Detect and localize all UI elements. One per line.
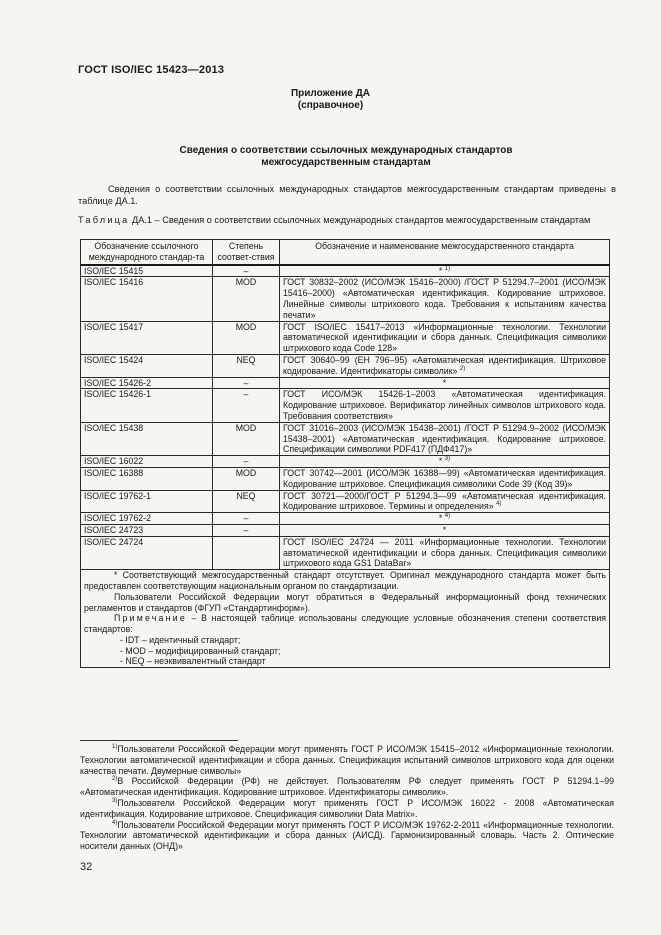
- table-caption-label: Таблица: [78, 215, 130, 225]
- table-row: [81, 513, 610, 525]
- cell-text: ГОСТ 30742—2001 (ИСО/МЭК 16388—99) «Автоматическая идентификация. Кодирование штриховое. Спецификация символики Code 39 (Код 39)»: [283, 467, 606, 489]
- cell-text: ГОСТ 30832–2002 (ИСО/МЭК 15416–2000) /ГОСТ Р 51294.7–2001 (ИСО/МЭК 15416–2000) «Автоматическая идентификация. Кодирование штриховое. Линейные символы штрихового кода. Требования к испытаниям качества печати»: [283, 277, 606, 320]
- section-title: [0, 145, 661, 169]
- table-row: [81, 354, 610, 377]
- page-number: 32: [80, 861, 93, 873]
- cell-degree: –: [213, 513, 280, 525]
- footnote-4: [80, 820, 614, 852]
- footnote-ref: 3): [444, 456, 451, 463]
- note-users: Пользователи Российской Федерации могут обратиться в Федеральный информационный фонд технических регламентов и стандартов (ФГУП «Стандартинформ»).: [84, 591, 606, 613]
- table-row: [81, 277, 610, 321]
- appendix-subtitle: (справочное): [297, 100, 364, 111]
- note-text: – В настоящей таблице использованы следующие условные обозначения степени соответствия стандартов:: [84, 613, 606, 635]
- cell-interstate-standard: [280, 467, 610, 490]
- cell-degree: –: [213, 265, 280, 277]
- table-body: [81, 265, 610, 668]
- cell-degree: –: [213, 524, 280, 536]
- cell-reference: ISO/IEC 24724: [81, 536, 213, 569]
- footnote-4-text: Пользователи Российской Федерации могут применять ГОСТ Р ИСО/МЭК 19762-2-2011 «Информационные технологии. Технологии автоматической идентификации и сбора данных (АИСД). Гармонизированный словарь. Часть 2. Оптические носители данных (ОНД)»: [80, 819, 614, 852]
- cell-interstate-standard: [280, 389, 610, 422]
- section-title-line-1: Сведения о соответствии ссылочных международных стандартов: [179, 145, 513, 156]
- cell-reference: ISO/IEC 15415: [81, 265, 213, 277]
- cell-text: ГОСТ 30721—2000/ГОСТ Р 51294.3—99 «Автоматическая идентификация. Кодирование штриховое. Термины и определения»: [283, 490, 606, 512]
- cell-text: ГОСТ ISO/IEC 24724 — 2011 «Информационные технологии. Технологии автоматической идентификации и сбора данных. Спецификация символики штрихового кода GS1 DataBar»: [283, 536, 606, 569]
- cell-reference: ISO/IEC 15417: [81, 321, 213, 354]
- cell-reference: ISO/IEC 24723: [81, 524, 213, 536]
- note-star: * Соответствующий межгосударственный стандарт отсутствует. Оригинал международного стандарта может быть предоставлен соответствующим национальным органом по стандартизации.: [84, 570, 606, 591]
- cell-degree: –: [213, 377, 280, 389]
- cell-degree: [213, 536, 280, 569]
- note-legend: [84, 613, 606, 635]
- cell-degree: NEQ: [213, 354, 280, 377]
- table-row: [81, 524, 610, 536]
- cell-mark: *: [438, 456, 443, 467]
- footnote-ref: 4): [444, 513, 451, 520]
- table-header-row: [81, 240, 610, 265]
- table-row: [81, 321, 610, 354]
- cell-text: ГОСТ 31016–2003 (ИСО/МЭК 15438–2001) /ГОСТ Р 51294.9–2002 (ИСО/МЭК 15438–2001) «Автоматическая идентификация. Кодирование штриховое. Спецификации символики PDF417 (ПДФ417)»: [283, 422, 606, 455]
- cell-reference: ISO/IEC 19762-2: [81, 513, 213, 525]
- cell-degree: –: [213, 456, 280, 468]
- footnote-ref: 2): [459, 365, 466, 372]
- table-row: [81, 389, 610, 422]
- footnote-3-text: Пользователи Российской Федерации могут применять ГОСТ Р ИСО/МЭК 16022 - 2008 «Автоматическая идентификация. Кодирование штриховое. Спецификация символики Data Matrix».: [80, 797, 614, 819]
- correspondence-table: [80, 239, 610, 668]
- note-label: Примечание: [114, 613, 187, 624]
- footnote-2-text: В Российской Федерации (РФ) не действует. Пользователям РФ следует применять ГОСТ Р 51294.1–99 «Автоматическая идентификация. Кодирование штриховое. Идентификаторы символик».: [80, 776, 614, 798]
- header-reference-standard: Обозначение ссылочного международного стандар-та: [81, 240, 213, 265]
- footnote-3-mark: 3): [112, 798, 118, 805]
- footnote-separator: [80, 740, 238, 741]
- cell-text: ГОСТ ISO/IEC 15417–2013 «Информационные технологии. Технологии автоматической идентификации и сбора данных. Спецификация символики штрихового кода Code 128»: [283, 321, 606, 354]
- cell-text: ГОСТ 30640–99 (ЕН 796–95) «Автоматическая идентификация. Штриховое кодирование. Идентификаторы символик»: [283, 354, 606, 376]
- appendix-heading: [0, 88, 661, 112]
- cell-degree: NEQ: [213, 490, 280, 513]
- cell-interstate-standard: [280, 265, 610, 277]
- document-header: ГОСТ ISO/IEC 15423—2013: [78, 64, 225, 76]
- table-row: [81, 467, 610, 490]
- cell-degree: MOD: [213, 277, 280, 321]
- cell-interstate-standard: [280, 456, 610, 468]
- cell-mark: *: [442, 524, 447, 535]
- footnotes: [80, 744, 614, 852]
- cell-reference: ISO/IEC 15438: [81, 422, 213, 455]
- footnote-1: [80, 744, 614, 776]
- cell-mark: *: [438, 513, 443, 524]
- table-row: [81, 536, 610, 569]
- footnote-1-text: Пользователи Российской Федерации могут применять ГОСТ Р ИСО/МЭК 15415–2012 «Информационные технологии. Технологии автоматической идентификации и сбора данных. Спецификация испытаний символов штрихового кода для оценки качества печати. Двумерные символы»: [80, 744, 614, 776]
- table-notes: [81, 570, 610, 668]
- cell-degree: –: [213, 389, 280, 422]
- note-item-idt: - IDT – идентичный стандарт;: [120, 634, 241, 645]
- footnote-4-mark: 4): [112, 819, 118, 826]
- cell-interstate-standard: [280, 354, 610, 377]
- header-degree: Степень соответ-ствия: [213, 240, 280, 265]
- cell-degree: MOD: [213, 467, 280, 490]
- footnote-2-mark: 2): [112, 776, 118, 783]
- cell-interstate-standard: [280, 490, 610, 513]
- footnote-3: [80, 798, 614, 820]
- table-row: [81, 456, 610, 468]
- table-notes-row: [81, 570, 610, 668]
- appendix-title: Приложение ДА: [290, 88, 371, 99]
- cell-reference: ISO/IEC 15416: [81, 277, 213, 321]
- cell-reference: ISO/IEC 19762-1: [81, 490, 213, 513]
- cell-interstate-standard: [280, 536, 610, 569]
- cell-interstate-standard: [280, 321, 610, 354]
- header-interstate-standard: Обозначение и наименование межгосударственного стандарта: [280, 240, 610, 265]
- cell-interstate-standard: [280, 377, 610, 389]
- footnote-2: [80, 776, 614, 798]
- footnote-ref: 1): [444, 265, 451, 272]
- cell-reference: ISO/IEC 16022: [81, 456, 213, 468]
- intro-paragraph: Сведения о соответствии ссылочных международных стандартов межгосударственным стандартам приведены в таблице ДА.1.: [78, 184, 616, 206]
- cell-reference: ISO/IEC 16388: [81, 467, 213, 490]
- table-row: [81, 377, 610, 389]
- cell-interstate-standard: [280, 422, 610, 455]
- cell-interstate-standard: [280, 277, 610, 321]
- footnote-1-mark: 1): [112, 744, 118, 751]
- cell-reference: ISO/IEC 15424: [81, 354, 213, 377]
- note-item-mod: - MOD – модифицированный стандарт;: [120, 645, 281, 656]
- table-caption: [78, 215, 616, 226]
- cell-reference: ISO/IEC 15426-2: [81, 377, 213, 389]
- note-item-neq: - NEQ – неэквивалентный стандарт: [120, 656, 266, 667]
- section-title-line-2: межгосударственным стандартам: [261, 157, 431, 168]
- footnote-ref: 4): [496, 501, 502, 508]
- table-row: [81, 422, 610, 455]
- cell-interstate-standard: [280, 513, 610, 525]
- cell-text: ГОСТ ИСО/МЭК 15426-1–2003 «Автоматическая идентификация. Кодирование штриховое. Верификатор линейных символов штрихового кода. Требования соответствия»: [283, 389, 606, 421]
- cell-degree: MOD: [213, 422, 280, 455]
- cell-reference: ISO/IEC 15426-1: [81, 389, 213, 422]
- cell-mark: *: [438, 265, 443, 276]
- cell-mark: *: [442, 377, 447, 388]
- table-row: [81, 490, 610, 513]
- table-row: [81, 265, 610, 277]
- table-caption-text: ДА.1 – Сведения о соответствии ссылочных международных стандартов межгосударственным стандартам: [129, 215, 591, 225]
- cell-interstate-standard: [280, 524, 610, 536]
- cell-degree: MOD: [213, 321, 280, 354]
